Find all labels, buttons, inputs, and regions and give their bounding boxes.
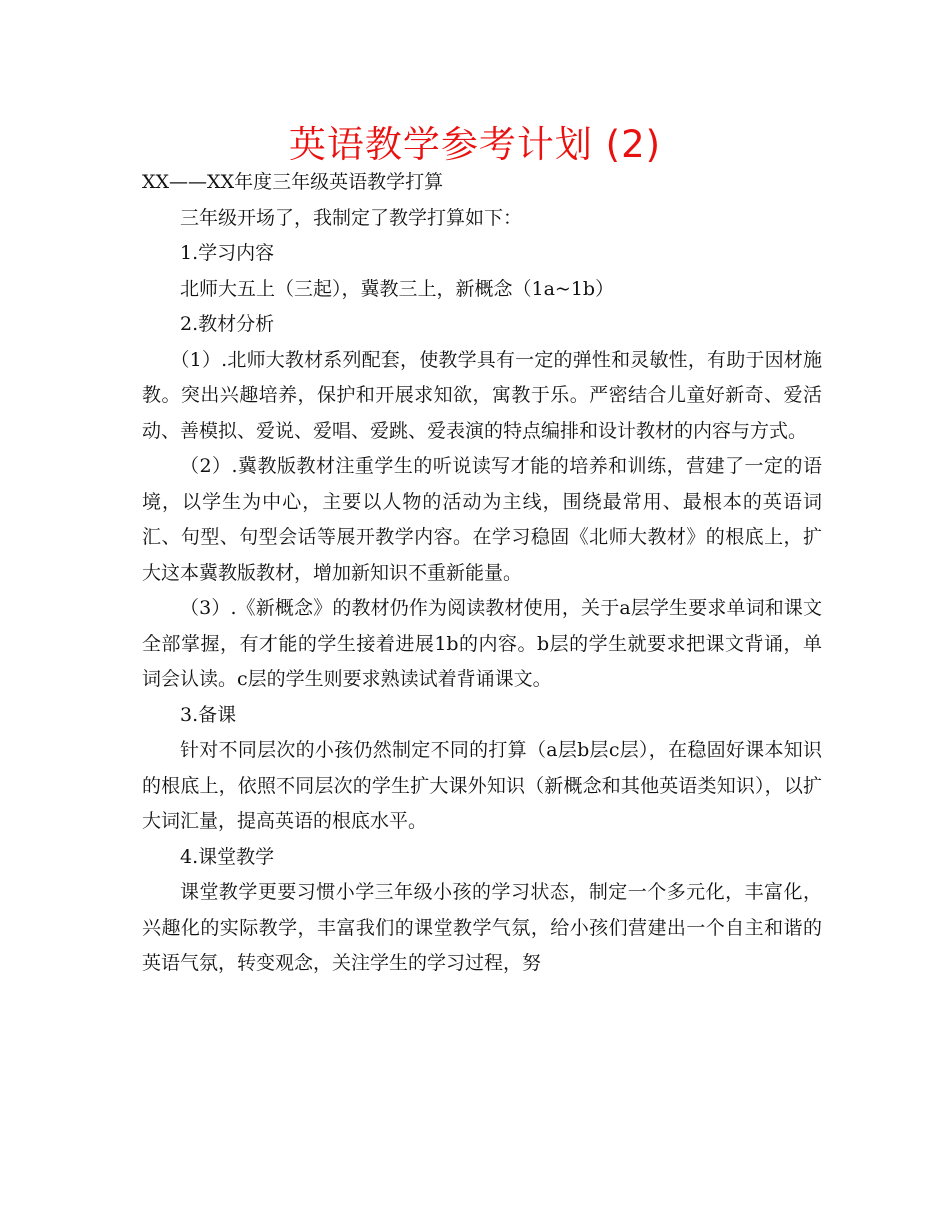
section-heading-learning-content: 1.学习内容 xyxy=(180,242,275,264)
section-heading-textbook-analysis: 2.教材分析 xyxy=(180,313,275,335)
document-body xyxy=(142,165,822,982)
analysis-paragraph-3: （3）.《新概念》的教材仍作为阅读教材使用，关于a层学生要求单词和课文全部掌握，有才能的学生接着进展1b的内容。b层的学生就要求把课文背诵，单词会认读。c层的学生则要求熟读试着背诵课文。 xyxy=(142,597,822,690)
subtitle-line: XX——XX年度三年级英语教学打算 xyxy=(142,171,444,193)
learning-content-paragraph: 北师大五上（三起），冀教三上，新概念（1a~1b） xyxy=(180,277,615,300)
analysis-paragraph-2: （2）.冀教版教材注重学生的听说读写才能的培养和训练，营建了一定的语境，以学生为中心，主要以人物的活动为主线，围绕最常用、最根本的英语词汇、句型、句型会话等展开教学内容。在学习稳固《北师大教材》的根底上，扩大这本冀教版教材，增加新知识不重新能量。 xyxy=(142,455,822,584)
analysis-paragraph-1: （1）.北师大教材系列配套，使教学具有一定的弹性和灵敏性，有助于因材施教。突出兴趣培养，保护和开展求知欲，寓教于乐。严密结合儿童好新奇、爱活动、善模拟、爱说、爱唱、爱跳、爱表演的特点编排和设计教材的内容与方式。 xyxy=(142,348,822,442)
section-heading-classroom-teaching: 4.课堂教学 xyxy=(180,845,275,868)
section-heading-lesson-prep: 3.备课 xyxy=(180,703,237,726)
intro-paragraph: 三年级开场了，我制定了教学打算如下： xyxy=(180,206,523,229)
document-title: 英语教学参考计划 (2) xyxy=(288,123,662,166)
classroom-teaching-paragraph: 课堂教学更要习惯小学三年级小孩的学习状态，制定一个多元化，丰富化，兴趣化的实际教学，丰富我们的课堂教学气氛，给小孩们营建出一个自主和谐的英语气氛，转变观念，关注学生的学习过程，努 xyxy=(142,881,822,974)
lesson-prep-paragraph: 针对不同层次的小孩仍然制定不同的打算（a层b层c层），在稳固好课本知识的根底上，依照不同层次的学生扩大课外知识（新概念和其他英语类知识），以扩大词汇量，提高英语的根底水平。 xyxy=(142,739,822,832)
